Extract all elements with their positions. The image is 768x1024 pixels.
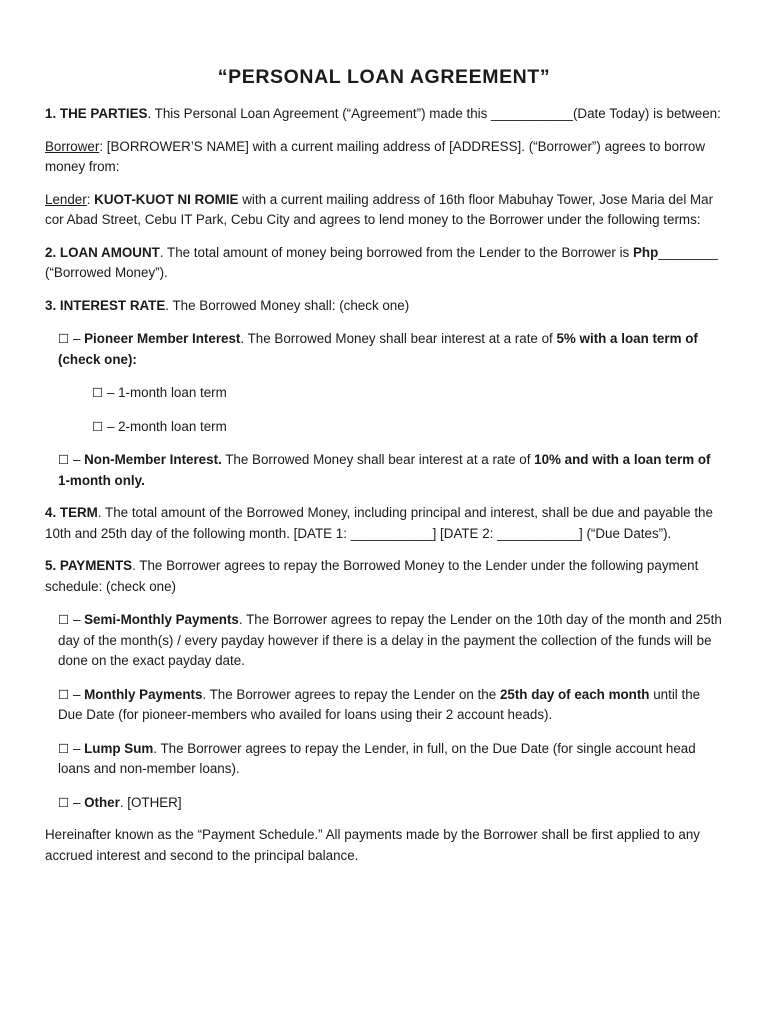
amount-blank: ________ [658, 244, 718, 260]
option-other [45, 793, 723, 814]
checkbox-icon[interactable]: ☐ [92, 385, 104, 400]
borrower-clause [45, 137, 723, 178]
option-text: . The Borrower agrees to repay the Lender on the [202, 686, 500, 702]
section-parties [45, 104, 723, 125]
option-label: Semi-Monthly Payments [84, 612, 239, 627]
lender-label: Lender [45, 191, 87, 207]
option-label: Non-Member Interest. [84, 452, 222, 467]
option-monthly [45, 685, 723, 726]
section-heading: 4. TERM [45, 505, 98, 520]
section-text: . The total amount of money being borrowed from the Lender to the Borrower is [159, 244, 633, 260]
option-pioneer-interest [45, 329, 723, 370]
section-heading: 2. LOAN AMOUNT [45, 244, 160, 260]
section-text: . The Borrower agrees to repay the Borrowed Money to the Lender under the following payment schedule: (check one) [45, 558, 699, 594]
section-text: . The total amount of the Borrowed Money, including principal and interest, shall be due and payable the 10th and 25th day of the following month. [DATE 1: ___________] [DATE 2: ___________] (“Due Dates”). [45, 505, 713, 541]
borrower-label: Borrower [45, 138, 100, 154]
option-non-member-interest [45, 450, 723, 491]
option-text-tail: until the Due Date (for pioneer-members who availed for loans using their 2 account heads). [58, 686, 701, 722]
lender-clause [45, 190, 723, 231]
option-rate: 10% and with a loan term of 1-month only. [58, 452, 711, 488]
checkbox-icon[interactable]: ☐ [58, 794, 70, 810]
currency-label: Php [632, 244, 659, 260]
option-dash: – [69, 612, 85, 627]
lender-text: with a current mailing address of 16th floor Mabuhay Tower, Jose Maria del Mar cor Abad Street, Cebu IT Park, Cebu City and agrees to lend money to the Borrower under the following terms: [45, 191, 714, 227]
option-dash: – [69, 794, 85, 810]
section-loan-amount [45, 243, 723, 284]
option-emphasis: 25th day of each month [499, 686, 650, 702]
option-rate: 5% with a loan term of (check one): [58, 331, 698, 367]
option-2-month-term [45, 417, 723, 438]
checkbox-icon[interactable]: ☐ [58, 686, 70, 702]
option-dash: – [69, 331, 85, 346]
payment-schedule-note: Hereinafter known as the “Payment Schedule.” All payments made by the Borrower shall be first applied to any accrued interest and second to the principal balance. [45, 827, 700, 863]
document-title: “PERSONAL LOAN AGREEMENT” [217, 66, 551, 88]
borrower-text: : [BORROWER’S NAME] with a current mailing address of [ADDRESS]. (“Borrower”) agrees to borrow money from: [45, 138, 706, 174]
section-payments [45, 556, 723, 597]
option-text: – 2-month loan term [103, 418, 227, 434]
lender-separator: : [86, 191, 95, 207]
checkbox-icon[interactable]: ☐ [58, 740, 70, 756]
section-text-tail: (“Borrowed Money”). [45, 265, 168, 280]
section-heading: 3. INTEREST RATE [45, 297, 166, 313]
section-heading: 5. PAYMENTS [45, 558, 133, 573]
checkbox-icon[interactable]: ☐ [92, 418, 104, 434]
option-text: . The Borrower agrees to repay the Lender on the 10th day of the month and 25th day of the month(s) / every payday however if there is a delay in the payment the collection of the funds will be done on the exact payday date. [58, 612, 722, 668]
section-interest-rate [45, 296, 723, 317]
option-lump-sum [45, 739, 723, 780]
option-label: Pioneer Member Interest [84, 331, 241, 346]
section-text: . This Personal Loan Agreement (“Agreement”) made this ___________(Date Today) is between: [147, 106, 721, 121]
option-text: . The Borrower agrees to repay the Lender, in full, on the Due Date (for single account head loans and non-member loans). [58, 740, 696, 776]
section-heading: 1. THE PARTIES [45, 106, 148, 121]
checkbox-icon[interactable]: ☐ [58, 331, 70, 346]
option-1-month-term [45, 383, 723, 404]
option-text: . The Borrowed Money shall bear interest at a rate of [240, 331, 557, 346]
option-dash: – [69, 740, 85, 756]
checkbox-icon[interactable]: ☐ [58, 612, 70, 627]
lender-name: KUOT-KUOT NI ROMIE [94, 191, 239, 207]
section-text: . The Borrowed Money shall: (check one) [165, 297, 410, 313]
checkbox-icon[interactable]: ☐ [58, 452, 70, 467]
option-semi-monthly [45, 610, 723, 672]
option-label: Lump Sum [84, 740, 154, 756]
option-text: – 1-month loan term [103, 385, 227, 400]
option-text: . [OTHER] [119, 794, 182, 810]
option-dash: – [69, 686, 85, 702]
section-term [45, 503, 723, 544]
option-label: Other [84, 794, 120, 810]
option-label: Monthly Payments [84, 686, 203, 702]
option-dash: – [69, 452, 85, 467]
option-text: The Borrowed Money shall bear interest at a rate of [221, 452, 535, 467]
